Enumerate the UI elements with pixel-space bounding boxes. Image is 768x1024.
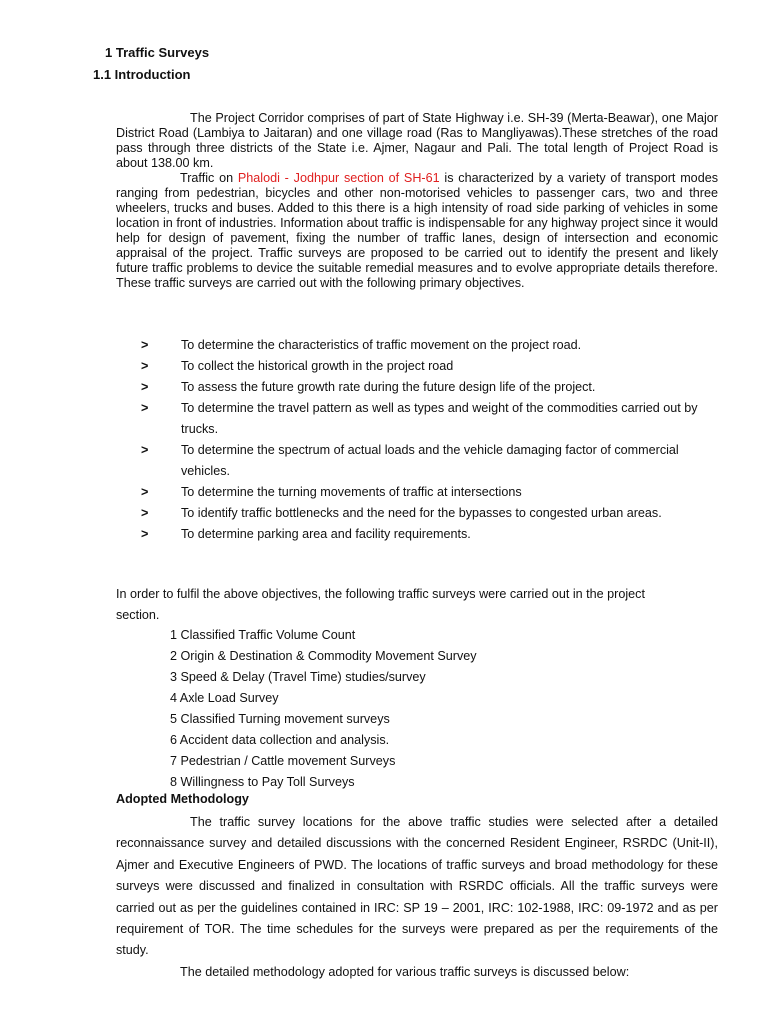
survey-list	[170, 625, 477, 793]
intro-paragraph-2	[116, 171, 718, 291]
intro-paragraph-2-lead: Traffic on	[180, 171, 238, 185]
list-item: 6 Accident data collection and analysis.	[170, 733, 390, 747]
objectives-list	[141, 335, 701, 545]
list-item	[141, 377, 701, 398]
objective-text: To determine the travel pattern as well as types and weight of the commodities carried out by trucks.	[181, 401, 698, 436]
bullet-arrow-icon: >	[141, 380, 149, 394]
bullet-arrow-icon: >	[141, 485, 149, 499]
bullet-arrow-icon: >	[141, 359, 149, 373]
list-item: 2 Origin & Destination & Commodity Movement Survey	[170, 649, 477, 663]
list-item	[141, 440, 701, 482]
followup-paragraph: In order to fulfil the above objectives, the following traffic surveys were carried out in the project section.	[116, 587, 645, 622]
objective-text: To collect the historical growth in the project road	[181, 359, 454, 373]
bullet-arrow-icon: >	[141, 527, 149, 541]
objective-text: To assess the future growth rate during the future design life of the project.	[181, 380, 596, 394]
bullet-arrow-icon: >	[141, 443, 149, 457]
objective-text: To determine the turning movements of traffic at intersections	[181, 485, 522, 499]
list-item: 8 Willingness to Pay Toll Surveys	[170, 775, 355, 789]
list-item	[141, 398, 701, 440]
bullet-arrow-icon: >	[141, 401, 149, 415]
list-item: 1 Classified Traffic Volume Count	[170, 628, 356, 642]
list-item	[141, 503, 701, 524]
list-item: 7 Pedestrian / Cattle movement Surveys	[170, 754, 396, 768]
list-item: 5 Classified Turning movement surveys	[170, 712, 390, 726]
list-item: 4 Axle Load Survey	[170, 691, 279, 705]
bullet-arrow-icon: >	[141, 338, 149, 352]
methodology-heading: Adopted Methodology	[116, 792, 249, 806]
methodology-paragraph-2: The detailed methodology adopted for various traffic surveys is discussed below:	[180, 964, 630, 979]
objective-text: To determine parking area and facility requirements.	[181, 527, 471, 541]
introduction-text	[116, 111, 718, 291]
section-subheading: 1.1 Introduction	[93, 67, 191, 82]
methodology-paragraph-1: The traffic survey locations for the above traffic studies were selected after a detailed reconnaissance survey and detailed discussions with the concerned Resident Engineer, RSRDC (Unit-II), Ajmer and Executive Engineers of PWD. The locations of traffic surveys and broad methodology for these surveys were discussed and finalized in consultation with RSRDC officials. All the traffic surveys were carried out as per the guidelines contained in IRC: SP 19 – 2001, IRC: 102-1988, IRC: 09-1972 and as per requirement of TOR. The time schedules for the surveys were prepared as per the requirements of the study.	[116, 815, 718, 958]
methodology-text	[116, 812, 718, 983]
list-item	[141, 335, 701, 356]
list-item: 3 Speed & Delay (Travel Time) studies/survey	[170, 670, 426, 684]
bullet-arrow-icon: >	[141, 506, 149, 520]
objective-text: To determine the characteristics of traffic movement on the project road.	[181, 338, 582, 352]
section-heading: 1 Traffic Surveys	[105, 45, 210, 60]
list-item	[141, 356, 701, 377]
list-item	[141, 482, 701, 503]
objective-text: To identify traffic bottlenecks and the need for the bypasses to congested urban areas.	[181, 506, 662, 520]
highlighted-road-section: Phalodi - Jodhpur section of SH-61	[237, 171, 440, 185]
intro-paragraph-1: The Project Corridor comprises of part of State Highway i.e. SH-39 (Merta-Beawar), one Major District Road (Lambiya to Jaitaran) and one village road (Ras to Mangliyawas).These stretches of the road pass through three districts of the State i.e. Ajmer, Nagaur and Pali. The total length of Project Road is about 138.00 km.	[116, 111, 718, 170]
objective-text: To determine the spectrum of actual loads and the vehicle damaging factor of commercial vehicles.	[181, 443, 679, 478]
intro-paragraph-2-body: is characterized by a variety of transport modes ranging from pedestrian, bicycles and other non-motorised vehicles to passenger cars, two and three wheelers, trucks and buses. Added to this there is a high intensity of road side parking of vehicles in some location in front of industries. Information about traffic is indispensable for any highway project since it would help for design of pavement, fixing the number of traffic lanes, design of intersection and economic appraisal of the project. Traffic surveys are proposed to be carried out to identify the present and likely future traffic problems to device the suitable remedial measures and to evolve appropriate details therefore. These traffic surveys are carried out with the following primary objectives.	[116, 171, 718, 290]
list-item	[141, 524, 701, 545]
